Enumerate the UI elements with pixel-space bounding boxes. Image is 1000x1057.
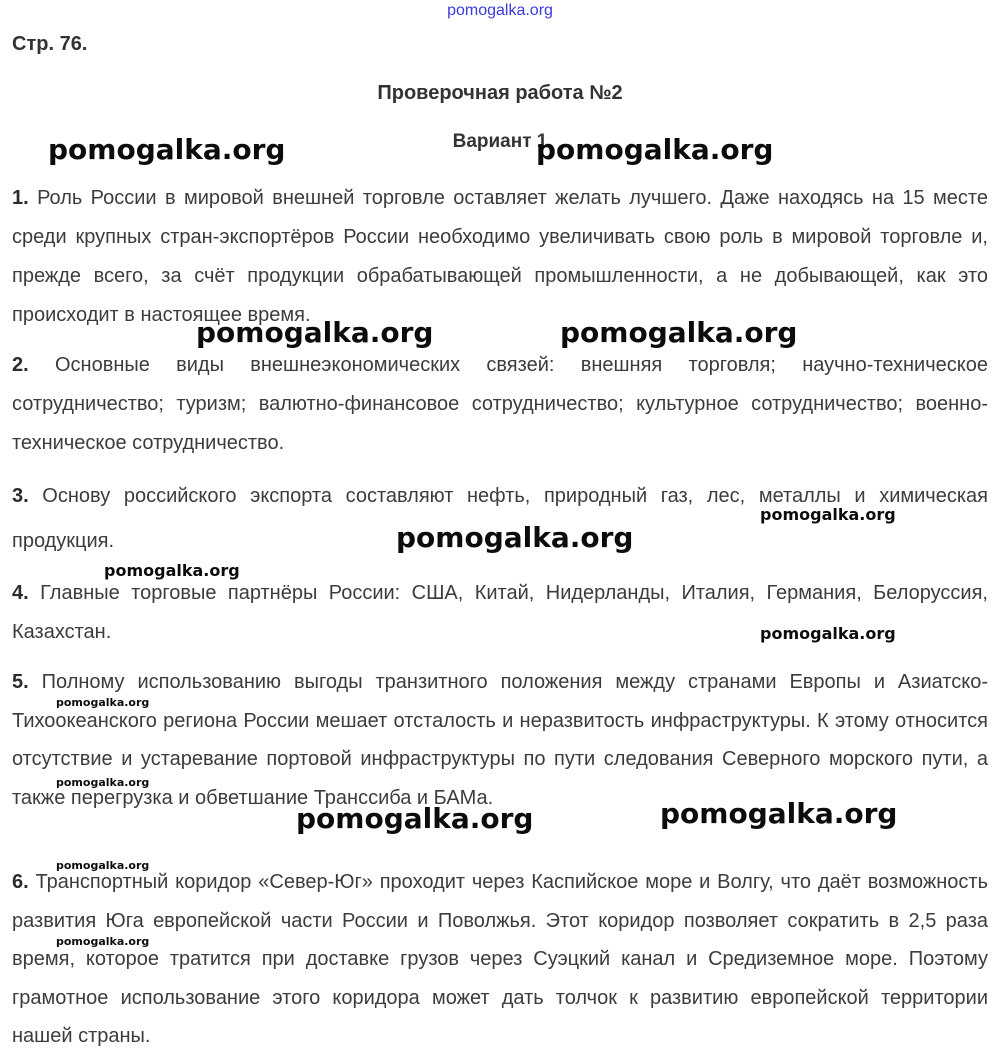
answer-5: [12, 663, 988, 817]
watermark: pomogalka.org: [48, 133, 286, 166]
watermark: pomogalka.org: [760, 624, 896, 643]
watermark: pomogalka.org: [56, 935, 150, 948]
watermark: pomogalka.org: [396, 521, 634, 554]
answer-number: 4.: [12, 582, 29, 604]
watermark: pomogalka.org: [56, 696, 150, 709]
watermark: pomogalka.org: [56, 859, 150, 872]
page-title: Проверочная работа №2: [377, 82, 623, 104]
answer-text: Полному использованию выгоды транзитного положения между странами Европы и Азиатско-Тихоокеанского региона России мешает отсталость и неразвитость инфраструктуры. К этому относится отсутствие и устаревание портовой инфраструктуры по пути следования Северного морского пути, а также перегрузка и обветшание Транссиба и БАМа.: [12, 671, 988, 809]
watermark: pomogalka.org: [536, 133, 774, 166]
site-link[interactable]: pomogalka.org: [447, 2, 553, 19]
answer-number: 5.: [12, 671, 29, 693]
variant-heading: Вариант 1: [452, 131, 548, 152]
watermark: pomogalka.org: [660, 797, 898, 830]
watermark: pomogalka.org: [56, 776, 150, 789]
watermark: pomogalka.org: [560, 316, 798, 349]
watermark: pomogalka.org: [196, 316, 434, 349]
answer-text: Транспортный коридор «Север-Юг» проходит через Каспийское море и Волгу, что даёт возможность развития Юга европейской части России и Поволжья. Этот коридор позволяет сократить в 2,5 раза время, которое тратится при доставке грузов через Суэцкий канал и Средиземное море. Поэтому грамотное использование этого коридора может дать толчок к развитию европейской территории нашей страны.: [12, 871, 988, 1047]
page-number: Стр. 76.: [12, 33, 88, 55]
watermark: pomogalka.org: [104, 561, 240, 580]
answer-1: [12, 179, 988, 335]
answer-number: 6.: [12, 871, 29, 893]
answer-6: [12, 863, 988, 1056]
watermark: pomogalka.org: [296, 802, 534, 835]
answer-text: Главные торговые партнёры России: США, Китай, Нидерланды, Италия, Германия, Белоруссия, Казахстан.: [12, 582, 988, 643]
watermark: pomogalka.org: [760, 505, 896, 524]
answer-number: 3.: [12, 485, 29, 507]
answer-text: Основу российского экспорта составляют нефть, природный газ, лес, металлы и химическая продукция.: [12, 485, 988, 552]
answer-number: 2.: [12, 354, 29, 376]
answer-2: [12, 346, 988, 463]
answer-text: Роль России в мировой внешней торговле оставляет желать лучшего. Даже находясь на 15 месте среди крупных стран-экспортёров России необходимо увеличивать свою роль в мировой торговле и, прежде всего, за счёт продукции обрабатывающей промышленности, а не добывающей, как это происходит в настоящее время.: [12, 187, 988, 326]
answer-number: 1.: [12, 187, 29, 209]
answer-text: Основные виды внешнеэкономических связей: внешняя торговля; научно-техническое сотрудничество; туризм; валютно-финансовое сотрудничество; культурное сотрудничество; военно-техническое сотрудничество.: [12, 354, 988, 454]
